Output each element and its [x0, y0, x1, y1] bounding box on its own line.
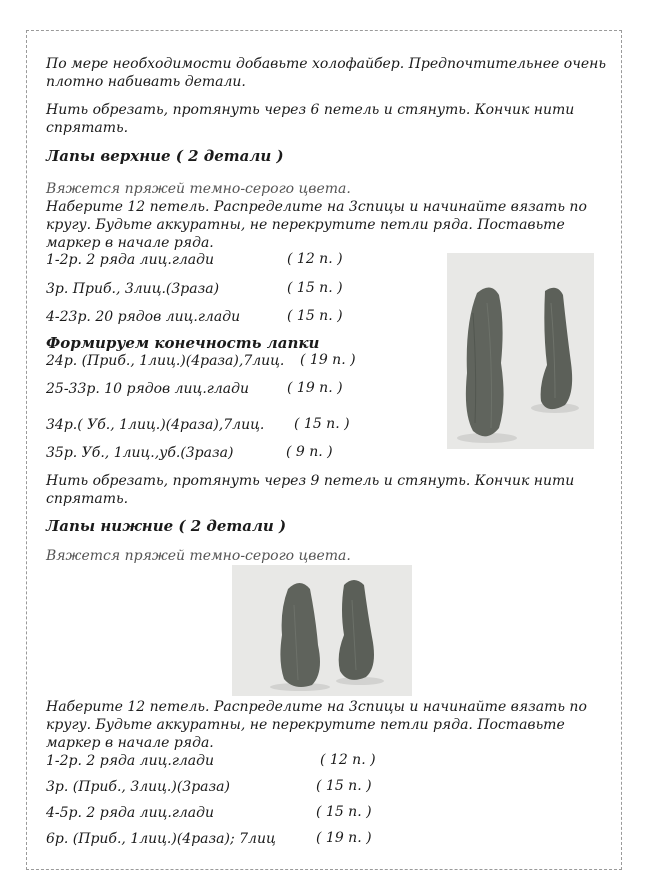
upper-row-3-count: ( 15 п. )	[287, 308, 343, 324]
upper-finish-1: Нить обрезать, протянуть через 9 петель и стянуть. Кончик нити	[46, 473, 575, 489]
lower-row-4: 6р. (Приб., 1лиц.)(4раза); 7лиц	[46, 831, 276, 847]
upper-row-1-count: ( 12 п. )	[287, 251, 343, 267]
upper-row-2: 3р. Приб., 3лиц.(3раза)	[46, 281, 220, 297]
lower-row-1: 1-2р. 2 ряда лиц.глади	[46, 753, 215, 769]
lower-row-2: 3р. (Приб., 3лиц.)(3раза)	[46, 779, 230, 795]
lower-row-2-count: ( 15 п. )	[316, 778, 372, 794]
upper-row-6: 34р.( Уб., 1лиц.)(4раза),7лиц.	[46, 417, 265, 433]
upper-row-1: 1-2р. 2 ряда лиц.глади	[46, 252, 215, 268]
upper-subheading: Формируем конечность лапки	[46, 334, 320, 352]
upper-row-7-count: ( 9 п. )	[286, 444, 333, 460]
upper-cast-on-2: кругу. Будьте аккуратны, не перекрутите петли ряда. Поставьте	[46, 217, 565, 233]
lower-row-3: 4-5р. 2 ряда лиц.глади	[46, 805, 215, 821]
lower-cast-on-2: кругу. Будьте аккуратны, не перекрутите петли ряда. Поставьте	[46, 717, 565, 733]
upper-yarn: Вяжется пряжей темно-серого цвета.	[46, 181, 351, 197]
intro-line-4: спрятать.	[46, 120, 129, 136]
intro-line-3: Нить обрезать, протянуть через 6 петель и стянуть. Кончик нити	[46, 102, 575, 118]
upper-row-7: 35р. Уб., 1лиц.,уб.(3раза)	[46, 445, 234, 461]
lower-row-3-count: ( 15 п. )	[316, 804, 372, 820]
lower-paws-photo	[232, 565, 412, 696]
lower-heading: Лапы нижние ( 2 детали )	[46, 517, 287, 535]
lower-row-4-count: ( 19 п. )	[316, 830, 372, 846]
lower-row-1-count: ( 12 п. )	[320, 752, 376, 768]
upper-row-2-count: ( 15 п. )	[287, 280, 343, 296]
lower-cast-on-1: Наберите 12 петель. Распределите на 3спицы и начинайте вязать по	[46, 699, 587, 715]
upper-row-3: 4-23р. 20 рядов лиц.глади	[46, 309, 241, 325]
upper-cast-on-1: Наберите 12 петель. Распределите на 3спицы и начинайте вязать по	[46, 199, 587, 215]
intro-line-2: плотно набивать детали.	[46, 74, 246, 90]
lower-cast-on-3: маркер в начале ряда.	[46, 735, 214, 751]
upper-cast-on-3: маркер в начале ряда.	[46, 235, 214, 251]
lower-yarn: Вяжется пряжей темно-серого цвета.	[46, 548, 351, 564]
upper-heading: Лапы верхние ( 2 детали )	[46, 147, 284, 165]
upper-finish-2: спрятать.	[46, 491, 129, 507]
upper-paws-photo	[447, 253, 594, 449]
upper-row-5: 25-33р. 10 рядов лиц.глади	[46, 381, 249, 397]
upper-row-4-count: ( 19 п. )	[300, 352, 356, 368]
upper-row-4: 24р. (Приб., 1лиц.)(4раза),7лиц.	[46, 353, 285, 369]
intro-line-1: По мере необходимости добавьте холофайбер. Предпочтительнее очень	[46, 56, 607, 72]
upper-row-5-count: ( 19 п. )	[287, 380, 343, 396]
upper-row-6-count: ( 15 п. )	[294, 416, 350, 432]
